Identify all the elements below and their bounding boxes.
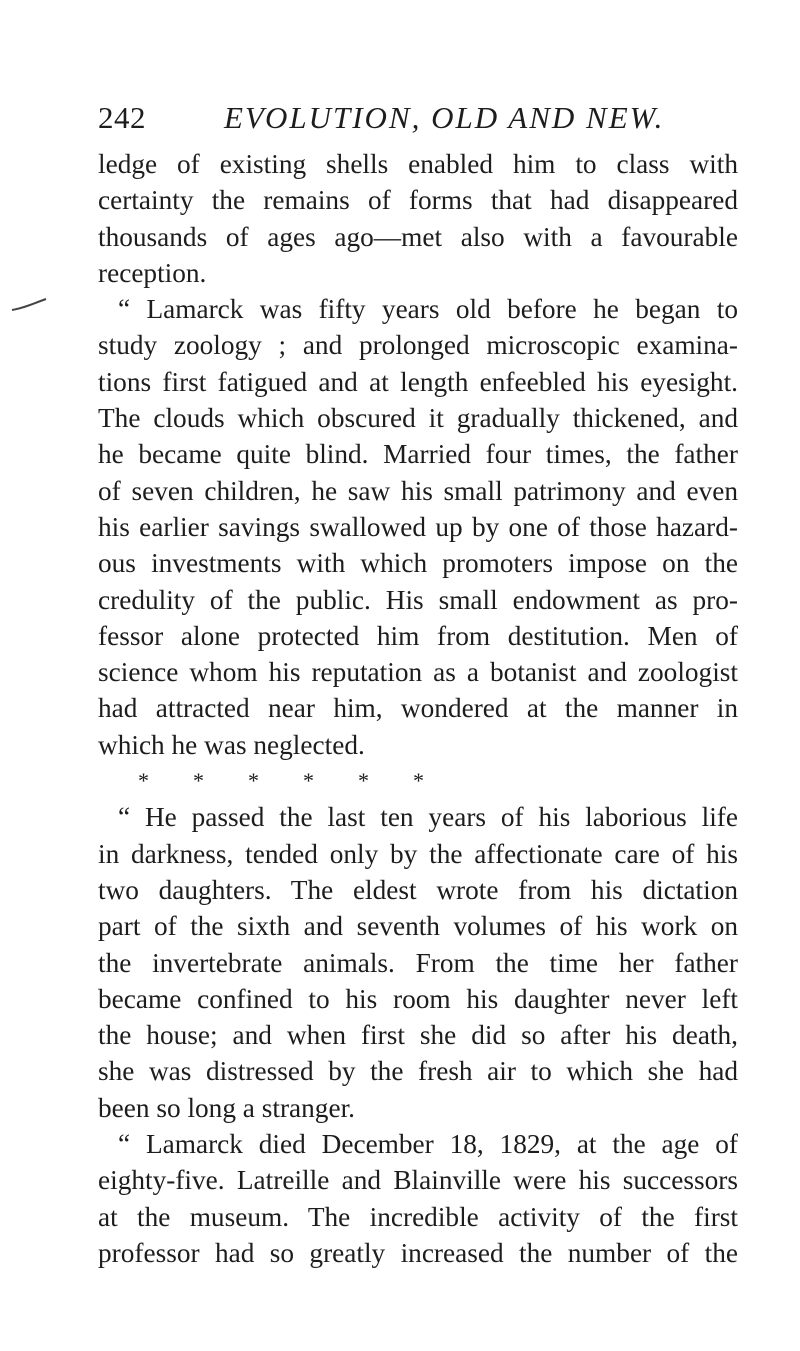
asterisk: *	[138, 768, 149, 794]
text-line: part of the sixth and seventh volumes of his work on	[98, 911, 738, 942]
text-line: at the museum. The incredible activity of the first	[98, 1201, 738, 1232]
text-line: science whom his reputation as a botanist and zoologist	[98, 657, 738, 688]
paragraph-start-line: “ He passed the last ten years of his laborious life	[118, 802, 738, 833]
text-line: The clouds which obscured it gradually thickened, and	[98, 403, 738, 434]
text-line: the invertebrate animals. From the time her father	[98, 947, 738, 978]
text-line: ous investments with which promoters impose on the	[98, 548, 738, 579]
asterisk: *	[303, 768, 314, 794]
asterisk: *	[413, 768, 424, 794]
asterisk: *	[248, 768, 259, 794]
text-line: study zoology ; and prolonged microscopic examina-	[98, 330, 738, 361]
text-line: certainty the remains of forms that had disappeared	[98, 185, 738, 216]
section-break-asterisks	[98, 763, 738, 799]
text-line: in darkness, tended only by the affectionate care of his	[98, 838, 738, 869]
text-line: professor had so greatly increased the number of the	[98, 1237, 738, 1268]
text-line: became confined to his room his daughter never left	[98, 983, 738, 1014]
text-line: reception.	[98, 257, 207, 288]
text-line: the house; and when first she did so after his death,	[98, 1020, 738, 1051]
text-line: which he was neglected.	[98, 729, 365, 760]
paragraph-start-line: “ Lamarck was fifty years old before he began to	[118, 294, 738, 325]
text-line: tions first fatigued and at length enfeebled his eyesight.	[98, 366, 738, 397]
paragraph-start-line: “ Lamarck died December 18, 1829, at the age of	[118, 1129, 738, 1160]
text-line: ledge of existing shells enabled him to class with	[98, 149, 738, 179]
body-text	[98, 146, 738, 1271]
running-head: EVOLUTION, OLD AND NEW.	[224, 100, 665, 135]
text-line: been so long a stranger.	[98, 1092, 355, 1123]
text-line: fessor alone protected him from destitution. Men of	[98, 620, 738, 651]
asterisk: *	[358, 768, 369, 794]
text-line: two daughters. The eldest wrote from his dictation	[98, 874, 738, 905]
text-line: of seven children, he saw his small patrimony and even	[98, 475, 738, 506]
text-line: his earlier savings swallowed up by one of those hazard-	[98, 511, 738, 542]
text-line: eighty-five. Latreille and Blainville were his successors	[98, 1165, 738, 1196]
text-line: she was distressed by the fresh air to which she had	[98, 1056, 738, 1087]
margin-pencil-mark	[10, 296, 50, 316]
page-header	[98, 98, 738, 138]
text-line: he became quite blind. Married four times, the father	[98, 439, 738, 470]
text-line: had attracted near him, wondered at the manner in	[98, 693, 738, 724]
text-line: credulity of the public. His small endowment as pro-	[98, 584, 738, 615]
asterisk: *	[193, 768, 204, 794]
page-number: 242	[98, 100, 146, 135]
text-line: thousands of ages ago—met also with a favourable	[98, 221, 738, 252]
